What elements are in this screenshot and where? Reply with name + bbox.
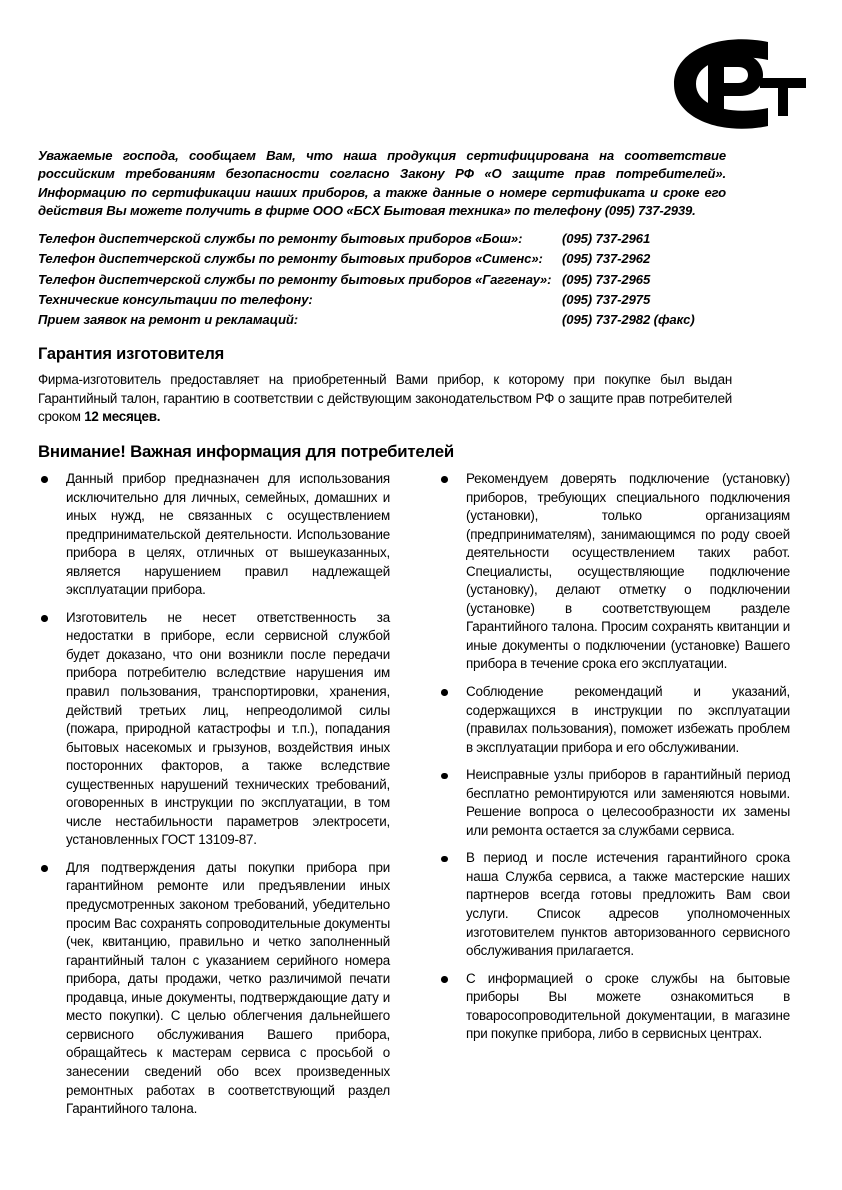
list-item	[438, 766, 790, 840]
list-item-text: Неисправные узлы приборов в гарантийный период бесплатно ремонтируются или заменяются новыми. Решение вопроса о целесообразности их замены или ремонта остается за службами сервиса.	[466, 767, 790, 838]
phone-label: Телефон диспетчерской службы по ремонту бытовых приборов «Гаггенау»:	[38, 271, 552, 287]
bullet-dot-icon	[441, 773, 448, 780]
phone-number: (095) 737-2961	[562, 231, 651, 246]
list-item-text: Данный прибор предназначен для использования исключительно для личных, семейных, домашних и иных нужд, не связанных с осуществлением предпринимательской деятельности. Использование прибора в целях, отличных от вышеуказанных, является нарушением правил надлежащей эксплуатации прибора.	[66, 471, 390, 598]
guarantee-paragraph	[38, 371, 732, 427]
intro-text: Уважаемые господа, сообщаем Вам, что наша продукция сертифицирована на соответствие российским требованиям безопасности согласно Закону РФ «О защите прав потребителей». Информацию по сертификации наших приборов, а также данные о номере сертификата и сроке его действия Вы можете получить в фирме ООО «БСХ Бытовая техника» по телефону (095) 737-2939.	[38, 148, 726, 219]
phone-row	[38, 290, 730, 310]
phone-number: (095) 737-2962	[562, 251, 651, 267]
phone-label: Телефон диспетчерской службы по ремонту бытовых приборов «Бош»:	[38, 231, 523, 246]
list-item-text: В период и после истечения гарантийного срока наша Служба сервиса, а также мастерские наших партнеров всегда готовы предложить Вам свои услуги. Список адресов уполномоченных изготовителем пунктов авторизованного сервисного обслуживания прилагается.	[466, 850, 790, 959]
attention-left-column	[38, 470, 390, 1128]
bullet-dot-icon	[441, 976, 448, 983]
phone-row	[38, 229, 730, 249]
phone-number: (095) 737-2982 (факс)	[562, 312, 695, 328]
list-item	[38, 859, 390, 1119]
bullet-dot-icon	[441, 689, 448, 696]
phone-label: Прием заявок на ремонт и рекламаций:	[38, 312, 299, 328]
phone-number: (095) 737-2965	[562, 271, 651, 287]
phone-label: Телефон диспетчерской службы по ремонту бытовых приборов «Сименс»:	[38, 251, 543, 267]
list-item	[438, 970, 790, 1044]
service-phone-list	[38, 229, 730, 330]
list-item-text: Рекомендуем доверять подключение (установку) приборов, требующих специального подключения (установки), только организациям (предпринимателям), занимающимся по роду своей деятельности осуществлением таких работ. Специалисты, осуществляющие подключение (установку), делают отметку о подключении (установке) в соответствующем разделе Гарантийного талона. Просим сохранять квитанции и иные документы о подключении (установке) Вашего прибора в течение срока его эксплуатации.	[466, 471, 790, 672]
list-item	[38, 609, 390, 850]
bullet-dot-icon	[41, 476, 48, 483]
phone-row	[38, 310, 730, 330]
phone-number: (095) 737-2975	[562, 291, 651, 307]
list-item	[438, 849, 790, 960]
bullet-list-left	[38, 470, 390, 1119]
phone-label: Технические консультации по телефону:	[38, 291, 313, 307]
phone-row	[38, 249, 730, 269]
list-item-text: Соблюдение рекомендаций и указаний, содержащихся в инструкции по эксплуатации (правилах пользования), поможет избежать проблем в эксплуатации прибора и его обслуживании.	[466, 684, 790, 755]
rst-certification-mark-icon	[668, 34, 808, 134]
attention-two-column-area	[38, 470, 804, 1120]
guarantee-text	[38, 371, 732, 427]
list-item	[438, 683, 790, 757]
bullet-dot-icon	[441, 476, 448, 483]
bullet-list-right	[438, 470, 790, 1044]
attention-right-column	[438, 470, 790, 1053]
guarantee-heading: Гарантия изготовителя	[38, 345, 225, 363]
bullet-dot-icon	[41, 865, 48, 872]
bullet-dot-icon	[41, 615, 48, 622]
phone-row	[38, 270, 730, 290]
list-item-text: Изготовитель не несет ответственность за недостатки в приборе, если сервисной службой будет доказано, что они возникли после передачи прибора потребителю вследствие нарушения им правил пользования, транспортировки, хранения, действий третьих лиц, непреодолимой силы (пожара, природной катастрофы и т.п.), попадания бытовых насекомых и грызунов, воздействия иных посторонних факторов, а также вследствие существенных нарушений технических требований, оговоренных в инструкции по эксплуатации, в том числе нестабильности параметров электросети, установленных ГОСТ 13109-87.	[66, 609, 390, 848]
list-item	[438, 470, 790, 674]
list-item-text: С информацией о сроке службы на бытовые приборы Вы можете ознакомиться в товаросопроводительной документации, в магазине при покупке прибора, либо в сервисных центрах.	[466, 970, 790, 1042]
intro-paragraph	[38, 147, 726, 221]
list-item	[38, 470, 390, 600]
bullet-dot-icon	[441, 856, 448, 863]
guarantee-text-main: Фирма-изготовитель предоставляет на приобретенный Вами прибор, к которому при покупке был выдан Гарантийный талон, гарантию в соответствии с действующим законодательством РФ о защите прав потребителей сроком	[38, 372, 732, 425]
attention-heading: Внимание! Важная информация для потребителей	[38, 442, 455, 461]
guarantee-term-bold: 12 месяцев.	[84, 409, 161, 425]
list-item-text: Для подтверждения даты покупки прибора при гарантийном ремонте или предъявлении иных предусмотренных законом требований, убедительно просим Вас сохранять сопроводительные документы (чек, квитанцию, правильно и четко заполненный гарантийный талон с указанием серийного номера прибора, даты продажи, четко различимой печати продавца, иные документы, подтверждающие дату и место покупки). С целью облегчения дальнейшего сервисного обслуживания Вашего прибора, обращайтесь к мастерам сервиса с просьбой о занесении сведений обо всех произведенных ремонтных работах в соответствующий раздел Гарантийного талона.	[66, 859, 390, 1117]
